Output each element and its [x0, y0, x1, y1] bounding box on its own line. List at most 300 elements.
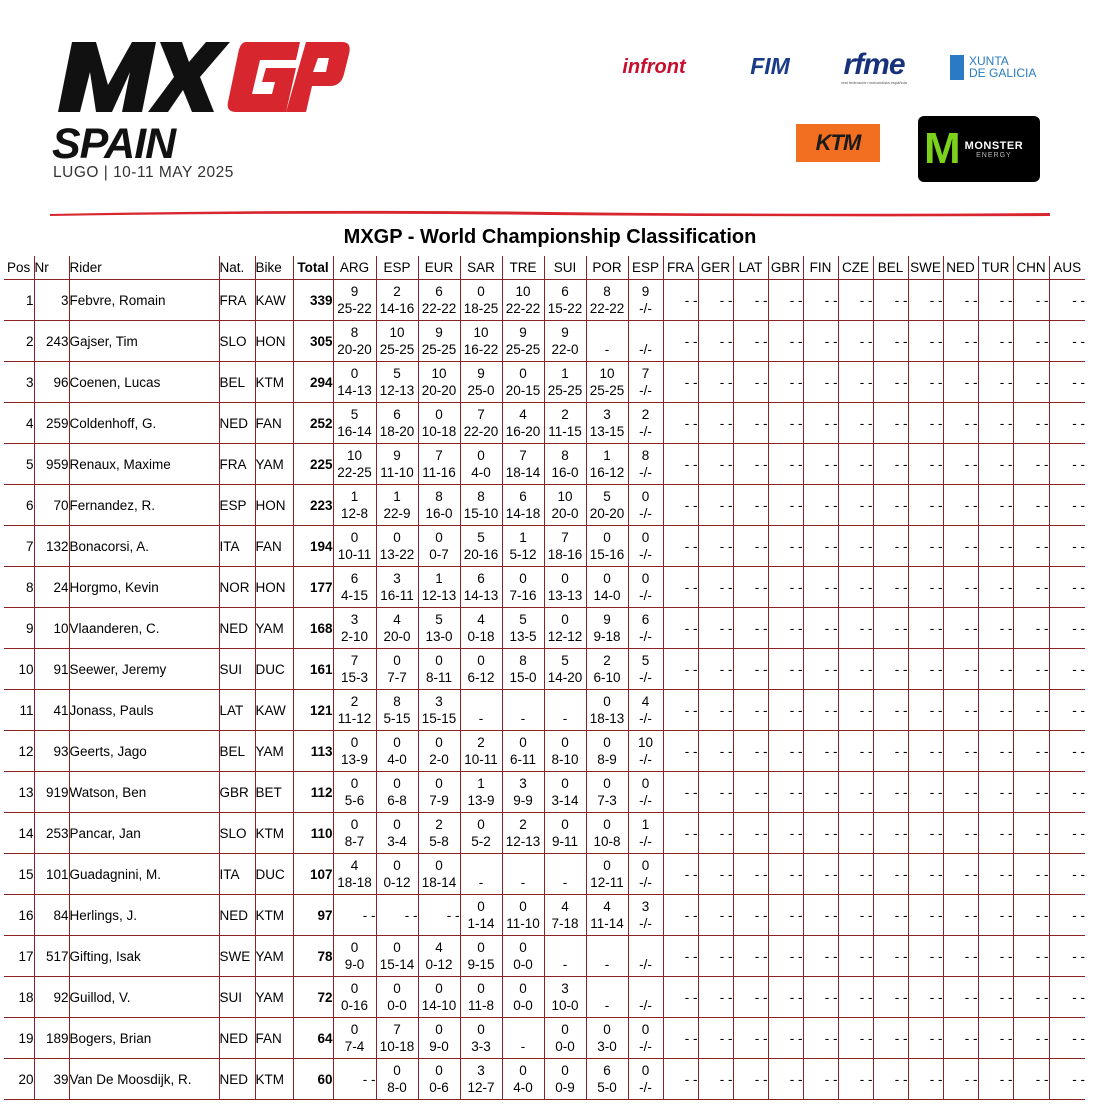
race-results: 10-0	[551, 998, 579, 1013]
table-row	[4, 485, 1085, 526]
round-result-cell	[628, 854, 663, 895]
position-cell: 14	[4, 813, 34, 854]
round-points: 0	[603, 1022, 611, 1037]
round-result-cell	[418, 362, 460, 403]
race-results: 4-0	[513, 1080, 533, 1095]
round-pending-cell: - -	[978, 977, 1013, 1018]
round-result-cell	[376, 567, 418, 608]
xunta-logo	[950, 53, 1046, 81]
round-pending-cell: - -	[733, 444, 768, 485]
round-pending-cell: - -	[1049, 280, 1085, 321]
round-points: 0	[641, 1063, 650, 1078]
round-pending-cell: - -	[1013, 895, 1049, 936]
rfme-logo-subtext: real federación motociclista española	[841, 79, 907, 85]
round-pending-cell: - -	[733, 362, 768, 403]
round-points: 0	[477, 981, 485, 996]
col-header-round: POR	[586, 256, 628, 280]
nationality-cell: ITA	[219, 854, 255, 895]
rider-name-cell: Coenen, Lucas	[69, 362, 219, 403]
nationality-cell: FRA	[219, 444, 255, 485]
round-result-cell	[502, 485, 544, 526]
round-pending-cell: - -	[1013, 813, 1049, 854]
round-points: 8	[519, 653, 527, 668]
round-result-cell	[502, 936, 544, 977]
round-result-cell	[460, 895, 502, 936]
round-result-cell	[418, 977, 460, 1018]
race-results: 18-25	[463, 301, 499, 316]
round-pending-cell: - -	[943, 1059, 978, 1100]
rider-name-cell: Febvre, Romain	[69, 280, 219, 321]
race-results: 22-9	[383, 506, 411, 521]
rider-name-cell: Jonass, Pauls	[69, 690, 219, 731]
col-header-round: TRE	[502, 256, 544, 280]
bike-cell: KAW	[255, 280, 293, 321]
round-result-cell	[333, 1018, 376, 1059]
race-results: 15-16	[589, 547, 625, 562]
round-result-cell	[502, 690, 544, 731]
col-header-round: ARG	[333, 256, 376, 280]
round-pending-cell: - -	[733, 731, 768, 772]
race-results: 0-6	[429, 1080, 449, 1095]
round-pending-cell: - -	[698, 813, 733, 854]
round-result-cell	[333, 772, 376, 813]
position-cell: 1	[4, 280, 34, 321]
rider-number-cell: 243	[34, 321, 69, 362]
round-result-cell	[376, 813, 418, 854]
bike-cell: HON	[255, 321, 293, 362]
col-header-round: BEL	[873, 256, 908, 280]
round-result-cell	[376, 403, 418, 444]
round-points: 0	[561, 1063, 569, 1078]
col-header-total: Total	[293, 256, 333, 280]
round-points: 0	[477, 448, 485, 463]
race-results: 10-8	[593, 834, 621, 849]
race-results: 7-3	[597, 793, 617, 808]
race-results: -/-	[639, 588, 652, 603]
race-results: 0-0	[387, 998, 407, 1013]
table-row	[4, 772, 1085, 813]
rider-number-cell: 517	[34, 936, 69, 977]
rider-name-cell: Guadagnini, M.	[69, 854, 219, 895]
round-result-cell	[628, 895, 663, 936]
round-pending-cell: - -	[943, 731, 978, 772]
total-points-cell: 294	[293, 362, 333, 403]
rider-number-cell: 41	[34, 690, 69, 731]
round-result-cell	[418, 1059, 460, 1100]
round-result-cell	[460, 936, 502, 977]
round-pending-cell: - -	[698, 854, 733, 895]
round-pending-cell: - -	[1013, 321, 1049, 362]
bike-cell: FAN	[255, 526, 293, 567]
round-result-cell	[544, 403, 586, 444]
bike-cell: DUC	[255, 649, 293, 690]
table-row	[4, 649, 1085, 690]
round-points: 0	[435, 776, 443, 791]
round-pending-cell: - -	[978, 362, 1013, 403]
round-result-cell	[460, 813, 502, 854]
round-result-cell	[502, 280, 544, 321]
nationality-cell: SUI	[219, 977, 255, 1018]
round-points	[503, 1021, 544, 1038]
round-result-cell	[628, 977, 663, 1018]
race-results: -	[520, 875, 526, 890]
race-results: 12-13	[379, 383, 415, 398]
round-pending-cell: - -	[838, 854, 873, 895]
round-result-cell	[544, 813, 586, 854]
round-points	[629, 939, 663, 956]
race-results: 9-0	[344, 957, 365, 972]
round-pending-cell: - -	[733, 1018, 768, 1059]
nationality-cell: NED	[219, 608, 255, 649]
round-pending-cell: - -	[908, 690, 943, 731]
round-pending-cell: - -	[838, 772, 873, 813]
table-row	[4, 1059, 1085, 1100]
round-pending-cell: - -	[908, 1018, 943, 1059]
bike-cell: BET	[255, 772, 293, 813]
round-points	[629, 980, 663, 997]
round-points: 9	[603, 612, 611, 627]
table-row	[4, 280, 1085, 321]
round-result-cell	[460, 854, 502, 895]
rider-name-cell: Bonacorsi, A.	[69, 526, 219, 567]
round-pending-cell: - -	[1013, 567, 1049, 608]
race-results: 22-20	[463, 424, 499, 439]
round-points: 2	[603, 653, 611, 668]
race-results: 4-15	[340, 588, 369, 603]
round-points: 0	[519, 571, 527, 586]
round-points: 0	[393, 858, 401, 873]
race-results: 9-18	[593, 629, 621, 644]
round-points	[587, 980, 628, 997]
round-result-cell	[460, 321, 502, 362]
round-points: 5	[561, 653, 569, 668]
round-pending-cell: - -	[943, 772, 978, 813]
round-result-cell	[544, 567, 586, 608]
round-points: 10	[599, 366, 615, 381]
round-pending-cell: - -	[1013, 403, 1049, 444]
round-result-cell	[333, 280, 376, 321]
round-pending-cell: - -	[978, 936, 1013, 977]
round-pending-cell: - -	[803, 895, 838, 936]
race-results: -	[520, 1039, 526, 1054]
race-results: 11-10	[506, 916, 540, 931]
col-header-rider: Rider	[69, 256, 219, 280]
race-results: 18-13	[589, 711, 625, 726]
round-pending-cell: - -	[1013, 362, 1049, 403]
nationality-cell: NED	[219, 895, 255, 936]
round-pending-cell: - -	[873, 813, 908, 854]
round-pending-cell: - -	[873, 977, 908, 1018]
rider-name-cell: Vlaanderen, C.	[69, 608, 219, 649]
race-results: 8-9	[597, 752, 617, 767]
round-result-cell	[628, 936, 663, 977]
col-header-bike: Bike	[255, 256, 293, 280]
round-pending-cell: - -	[978, 731, 1013, 772]
round-pending-cell: - -	[663, 1059, 698, 1100]
round-points: 8	[435, 489, 443, 504]
race-results: 13-22	[379, 547, 415, 562]
col-header-round: FIN	[803, 256, 838, 280]
round-pending-cell: - -	[978, 280, 1013, 321]
round-result-cell	[502, 362, 544, 403]
round-points: 0	[350, 817, 359, 832]
round-pending-cell: - -	[733, 854, 768, 895]
round-result-cell	[502, 977, 544, 1018]
round-pending-cell: - -	[1049, 936, 1085, 977]
round-result-cell	[628, 813, 663, 854]
round-pending-cell: - -	[873, 567, 908, 608]
round-pending-cell: - -	[698, 362, 733, 403]
race-results: 13-5	[509, 629, 537, 644]
round-pending-cell: - -	[663, 403, 698, 444]
round-pending-cell: - -	[908, 731, 943, 772]
round-pending-cell: - -	[663, 731, 698, 772]
rider-name-cell: Gajser, Tim	[69, 321, 219, 362]
race-results: 14-0	[593, 588, 621, 603]
race-results: 25-25	[589, 383, 625, 398]
race-results: 5-15	[383, 711, 411, 726]
race-results: -/-	[639, 711, 652, 726]
round-pending-cell: - -	[768, 731, 803, 772]
round-pending-cell: - -	[943, 403, 978, 444]
round-result-cell	[628, 362, 663, 403]
round-result-cell	[333, 403, 376, 444]
round-pending-cell: - -	[733, 403, 768, 444]
round-pending-cell: - -	[733, 608, 768, 649]
round-points: 10	[557, 489, 573, 504]
round-pending-cell: - -	[908, 936, 943, 977]
round-pending-cell: - -	[698, 444, 733, 485]
race-results: 25-25	[379, 342, 415, 357]
round-result-cell	[628, 772, 663, 813]
round-points: 1	[350, 489, 359, 504]
round-pending-cell: - -	[1013, 731, 1049, 772]
round-pending-cell: - -	[838, 977, 873, 1018]
round-points: 4	[519, 407, 527, 422]
round-points: 0	[603, 571, 611, 586]
round-pending-cell: - -	[943, 936, 978, 977]
round-points: 0	[519, 735, 527, 750]
round-pending-cell: - -	[733, 977, 768, 1018]
col-header-round: CHN	[1013, 256, 1049, 280]
round-result-cell	[544, 1059, 586, 1100]
round-points: 6	[561, 284, 569, 299]
round-result-cell	[586, 567, 628, 608]
round-result-cell	[628, 280, 663, 321]
total-points-cell: 60	[293, 1059, 333, 1100]
round-pending-cell: - -	[1049, 813, 1085, 854]
round-result-cell	[586, 403, 628, 444]
round-pending-cell: - -	[698, 649, 733, 690]
round-pending-cell: - -	[663, 362, 698, 403]
round-result-cell	[628, 403, 663, 444]
race-results: -	[562, 875, 568, 890]
race-results: 0-18	[467, 629, 495, 644]
round-points: 4	[477, 612, 485, 627]
race-results: -	[478, 875, 484, 890]
col-header-round: TUR	[978, 256, 1013, 280]
round-points: 0	[435, 1063, 443, 1078]
round-pending-cell: - -	[733, 649, 768, 690]
round-pending-cell: - -	[698, 895, 733, 936]
round-absent-cell: - -	[418, 895, 460, 936]
rider-number-cell: 92	[34, 977, 69, 1018]
round-pending-cell: - -	[1049, 1018, 1085, 1059]
race-results: 18-20	[379, 424, 415, 439]
total-points-cell: 72	[293, 977, 333, 1018]
round-pending-cell: - -	[663, 567, 698, 608]
round-pending-cell: - -	[908, 321, 943, 362]
round-result-cell	[418, 690, 460, 731]
round-pending-cell: - -	[768, 649, 803, 690]
col-header-round: ESP	[628, 256, 663, 280]
round-result-cell	[586, 444, 628, 485]
col-header-round: GBR	[768, 256, 803, 280]
round-result-cell	[544, 608, 586, 649]
round-points: 5	[641, 653, 650, 668]
round-points: 4	[561, 899, 569, 914]
round-pending-cell: - -	[663, 280, 698, 321]
bike-cell: KTM	[255, 362, 293, 403]
race-results: 9-11	[551, 834, 579, 849]
round-result-cell	[333, 444, 376, 485]
monster-energy-logo	[918, 116, 1040, 182]
rider-name-cell: Van De Moosdijk, R.	[69, 1059, 219, 1100]
race-results: -	[604, 998, 610, 1013]
round-pending-cell: - -	[768, 526, 803, 567]
round-result-cell	[628, 1059, 663, 1100]
round-points: 0	[350, 1022, 359, 1037]
round-points: 5	[519, 612, 527, 627]
round-result-cell	[502, 608, 544, 649]
race-results: 16-11	[380, 588, 414, 603]
round-points	[587, 324, 628, 341]
round-points: 2	[477, 735, 485, 750]
rider-number-cell: 132	[34, 526, 69, 567]
total-points-cell: 64	[293, 1018, 333, 1059]
race-results: -	[562, 711, 568, 726]
round-pending-cell: - -	[698, 1018, 733, 1059]
total-points-cell: 194	[293, 526, 333, 567]
round-points: 0	[603, 858, 611, 873]
round-result-cell	[376, 1059, 418, 1100]
round-points: 10	[473, 325, 489, 340]
round-result-cell	[544, 649, 586, 690]
rider-name-cell: Gifting, Isak	[69, 936, 219, 977]
round-pending-cell: - -	[733, 813, 768, 854]
round-pending-cell: - -	[803, 690, 838, 731]
race-results: 11-12	[337, 711, 372, 726]
race-results: 3-3	[471, 1039, 491, 1054]
round-absent-cell: - -	[333, 1059, 376, 1100]
round-pending-cell: - -	[1049, 526, 1085, 567]
xunta-line1: XUNTA	[969, 54, 1009, 68]
rider-name-cell: Coldenhoff, G.	[69, 403, 219, 444]
round-points: 8	[350, 325, 359, 340]
round-result-cell	[418, 608, 460, 649]
race-results: 6-10	[593, 670, 621, 685]
round-points: 0	[393, 1063, 401, 1078]
round-result-cell	[376, 649, 418, 690]
round-pending-cell: - -	[943, 854, 978, 895]
table-row	[4, 936, 1085, 977]
round-result-cell	[628, 608, 663, 649]
bike-cell: YAM	[255, 444, 293, 485]
race-results: 0-12	[383, 875, 411, 890]
bike-cell: YAM	[255, 936, 293, 977]
round-pending-cell: - -	[978, 690, 1013, 731]
round-pending-cell: - -	[698, 567, 733, 608]
round-pending-cell: - -	[733, 895, 768, 936]
col-header-round: NED	[943, 256, 978, 280]
round-result-cell	[418, 1018, 460, 1059]
round-result-cell	[460, 444, 502, 485]
round-points: 0	[641, 530, 650, 545]
bike-cell: HON	[255, 485, 293, 526]
round-result-cell	[376, 731, 418, 772]
race-results: 7-9	[429, 793, 449, 808]
nationality-cell: SLO	[219, 321, 255, 362]
round-points: 5	[393, 366, 401, 381]
table-row	[4, 321, 1085, 362]
race-results: 16-0	[425, 506, 453, 521]
round-pending-cell: - -	[803, 813, 838, 854]
round-pending-cell: - -	[768, 1059, 803, 1100]
round-result-cell	[460, 403, 502, 444]
race-results: 13-9	[340, 752, 369, 767]
round-pending-cell: - -	[768, 772, 803, 813]
round-points: 2	[350, 694, 359, 709]
round-points: 7	[435, 448, 443, 463]
race-results: -/-	[639, 424, 652, 439]
col-header-round: SWE	[908, 256, 943, 280]
race-results: 10-18	[379, 1039, 415, 1054]
round-pending-cell: - -	[768, 1018, 803, 1059]
round-points: 1	[393, 489, 401, 504]
round-pending-cell: - -	[1049, 567, 1085, 608]
total-points-cell: 121	[293, 690, 333, 731]
round-result-cell	[544, 280, 586, 321]
rider-number-cell: 259	[34, 403, 69, 444]
round-pending-cell: - -	[698, 485, 733, 526]
round-points	[587, 939, 628, 956]
round-points: 5	[435, 612, 443, 627]
race-results: 20-0	[551, 506, 579, 521]
race-results: 16-14	[337, 424, 372, 439]
race-results: 20-20	[589, 506, 625, 521]
total-points-cell: 161	[293, 649, 333, 690]
round-result-cell	[544, 690, 586, 731]
round-pending-cell: - -	[698, 936, 733, 977]
round-result-cell	[376, 362, 418, 403]
round-result-cell	[502, 731, 544, 772]
race-results: -/-	[639, 629, 652, 644]
bike-cell: KTM	[255, 895, 293, 936]
rider-number-cell: 39	[34, 1059, 69, 1100]
round-points: 10	[389, 325, 405, 340]
race-results: 16-12	[589, 465, 625, 480]
round-pending-cell: - -	[943, 813, 978, 854]
nationality-cell: NED	[219, 1018, 255, 1059]
bike-cell: YAM	[255, 608, 293, 649]
round-pending-cell: - -	[908, 649, 943, 690]
round-points: 9	[477, 366, 485, 381]
round-pending-cell: - -	[698, 608, 733, 649]
race-results: 5-6	[344, 793, 365, 808]
round-pending-cell: - -	[768, 485, 803, 526]
rider-number-cell: 24	[34, 567, 69, 608]
round-points: 8	[603, 284, 611, 299]
